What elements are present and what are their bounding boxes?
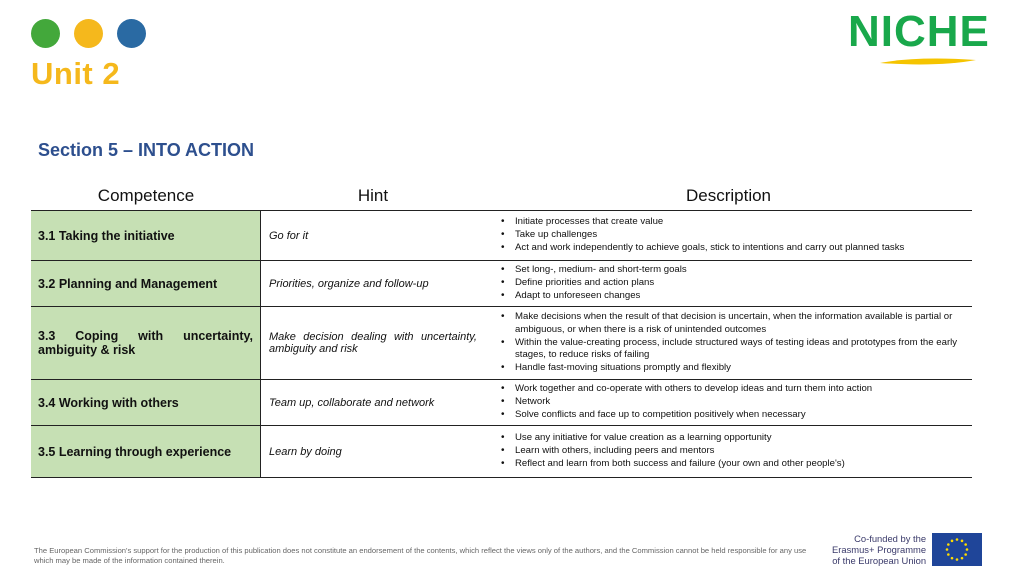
hint-cell: Priorities, organize and follow-up xyxy=(269,277,429,290)
green-dot xyxy=(31,19,60,48)
competence-cell: 3.2 Planning and Management xyxy=(31,261,261,306)
description-cell xyxy=(485,426,972,477)
competence-table xyxy=(31,181,972,478)
description-cell xyxy=(485,211,972,260)
description-cell xyxy=(485,261,972,306)
table-row xyxy=(31,307,972,380)
header-description: Description xyxy=(685,185,772,205)
description-item: • Handle fast-moving situations promptly and flexibly xyxy=(501,362,964,375)
brand-dots xyxy=(31,19,146,48)
description-item: • Set long-, medium- and short-term goals xyxy=(501,264,687,277)
description-cell xyxy=(485,380,972,425)
description-item: • Within the value-creating process, include structured ways of testing ideas and prototypes from the early stages, to reduce risks of failing xyxy=(501,337,964,363)
eu-line-1: Co-funded by the xyxy=(854,533,927,544)
logo-text: NICHE xyxy=(848,7,990,56)
table-header xyxy=(31,181,972,211)
eu-line-2: Erasmus+ Programme xyxy=(832,544,927,555)
description-item: • Define priorities and action plans xyxy=(501,277,687,290)
blue-dot xyxy=(117,19,146,48)
description-cell xyxy=(485,307,972,379)
description-item: • Adapt to unforeseen changes xyxy=(501,290,687,303)
eu-line-3: of the European Union xyxy=(832,555,927,566)
description-item: • Act and work independently to achieve goals, stick to intentions and carry out planned tasks xyxy=(501,242,904,255)
table-row xyxy=(31,261,972,307)
description-item: • Initiate processes that create value xyxy=(501,216,904,229)
competence-cell: 3.1 Taking the initiative xyxy=(31,211,261,260)
logo-swoosh-icon xyxy=(878,55,978,67)
description-item: • Work together and co-operate with others to develop ideas and turn them into action xyxy=(501,383,872,396)
eu-flag-icon xyxy=(932,533,982,566)
description-item: • Use any initiative for value creation as a learning opportunity xyxy=(501,432,845,445)
header-hint: Hint xyxy=(357,185,389,205)
competence-cell: 3.4 Working with others xyxy=(31,380,261,425)
table-row xyxy=(31,380,972,426)
eu-cofunded-badge xyxy=(832,533,982,566)
eu-cofunded-text xyxy=(832,533,926,566)
table-row xyxy=(31,211,972,261)
unit-title: Unit 2 xyxy=(31,56,121,91)
hint-cell: Go for it xyxy=(269,229,309,242)
description-item: • Take up challenges xyxy=(501,229,904,242)
description-item: • Network xyxy=(501,396,872,409)
yellow-dot xyxy=(74,19,103,48)
description-item: • Reflect and learn from both success and failure (your own and other people's) xyxy=(501,458,845,471)
section-title: Section 5 – INTO ACTION xyxy=(38,140,255,160)
description-item: • Solve conflicts and face up to competition positively when necessary xyxy=(501,409,872,422)
competence-cell: 3.5 Learning through experience xyxy=(31,426,261,477)
niche-logo xyxy=(848,7,1010,70)
hint-cell: Learn by doing xyxy=(269,445,342,458)
hint-cell: Team up, collaborate and network xyxy=(269,396,435,409)
header-competence: Competence xyxy=(97,185,195,205)
table-row xyxy=(31,426,972,478)
competence-cell: 3.3 Coping with uncertainty, ambiguity & risk xyxy=(31,307,261,379)
description-item: • Learn with others, including peers and mentors xyxy=(501,445,845,458)
description-item: • Make decisions when the result of that decision is uncertain, when the information available is partial or ambiguous, or when there is a risk of unintended outcomes xyxy=(501,311,964,337)
hint-cell: Make decision dealing with uncertainty, ambiguity and risk xyxy=(269,331,477,355)
disclaimer-text: The European Commission's support for the production of this publication does not constitute an endorsement of the contents, which reflect the views only of the authors, and the Commission cannot be held responsible for any use which may be made of the information contained therein. xyxy=(34,546,807,565)
